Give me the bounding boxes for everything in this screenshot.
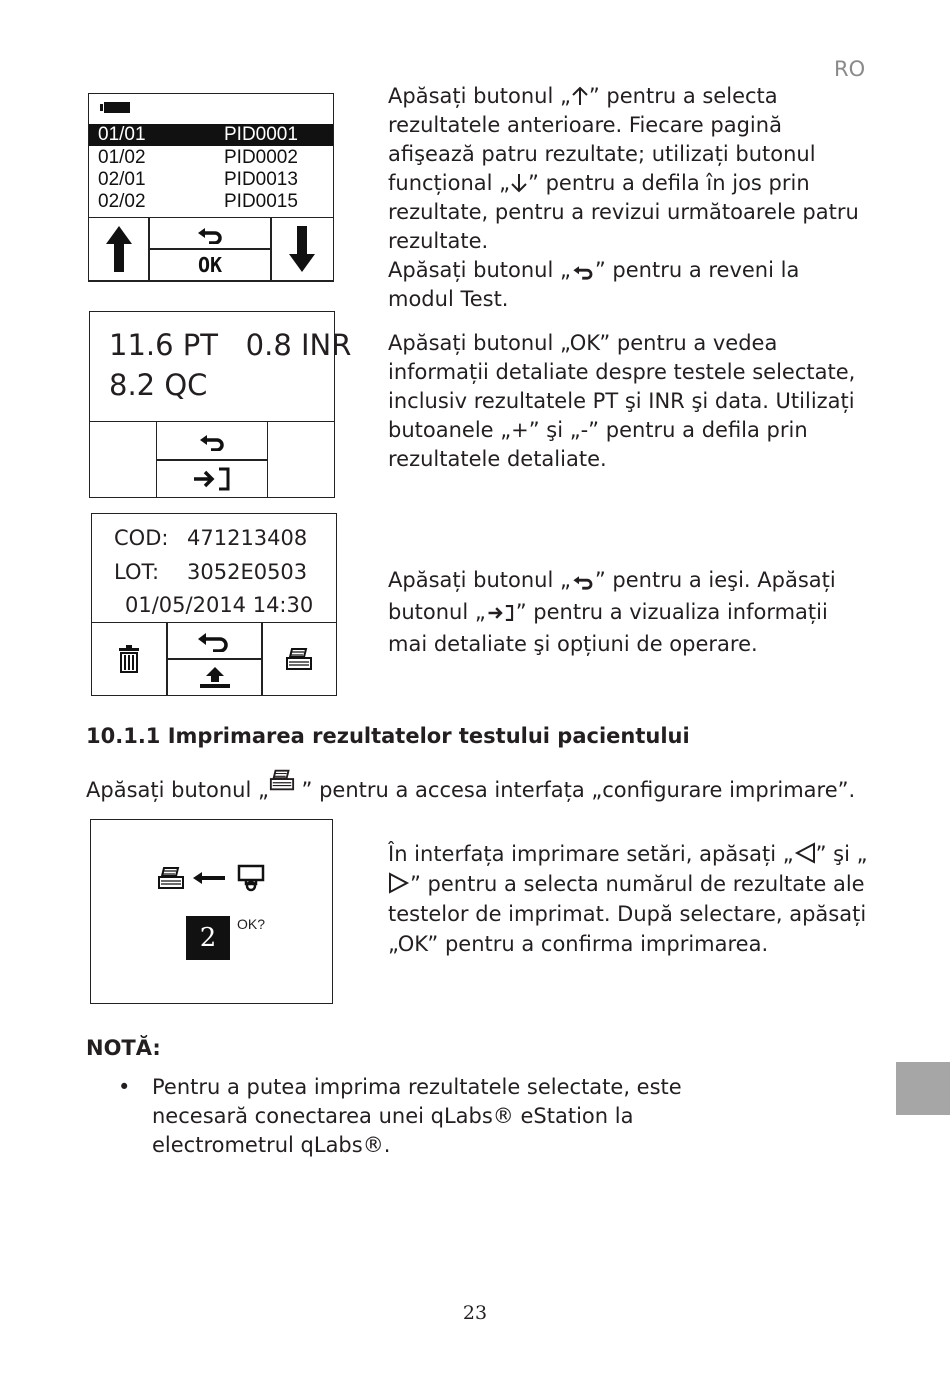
lot-value: 3052E0503	[187, 560, 308, 584]
device-screen-results-list	[88, 93, 334, 282]
text-part: ” pentru a selecta rezultatele anterioare. Fiecare pagină afişează patru rezultate; utilizați butonul funcțional „	[388, 84, 816, 195]
result-count[interactable]	[186, 916, 230, 960]
return-icon	[197, 431, 227, 451]
result-date: 02/01	[98, 169, 146, 190]
instruction-paragraph-3	[388, 564, 868, 660]
text-part: ” şi „	[815, 842, 868, 866]
return-icon	[571, 262, 595, 280]
result-date: 01/02	[98, 147, 146, 168]
battery-icon	[99, 101, 131, 114]
text-part: Apăsați butonul „	[388, 568, 571, 592]
language-code: RO	[834, 57, 866, 81]
ok-prompt: OK?	[237, 916, 266, 932]
return-icon	[571, 572, 595, 590]
instruction-paragraph-2	[388, 329, 868, 474]
text-part: În interfața imprimare setări, apăsați „	[388, 842, 794, 866]
return-icon	[195, 224, 225, 244]
qc-result: 8.2 QC	[109, 368, 208, 402]
ok-button[interactable]	[148, 248, 272, 281]
enter-icon	[192, 466, 232, 492]
lot-row	[114, 560, 308, 584]
text-part: ” pentru a ieşi. Apăsați butonul „	[388, 568, 836, 624]
result-date: 01/01	[98, 124, 146, 145]
lot-label: LOT:	[114, 560, 160, 584]
upload-button[interactable]	[166, 658, 263, 696]
count-value: 2	[199, 923, 217, 953]
device-screen-result-detail	[89, 311, 352, 498]
note-title: NOTĂ:	[86, 1036, 161, 1060]
triangle-left-icon	[794, 842, 816, 864]
delete-button[interactable]	[91, 622, 168, 696]
text-part: ” pentru a selecta numărul de rezultate ale testelor de imprimat. După selectare, apăsați „OK” pentru a confirma imprimarea.	[388, 872, 867, 956]
arrow-up-icon	[571, 86, 589, 106]
pt-inr-result: 11.6 PT 0.8 INR	[109, 328, 352, 362]
cod-value: 471213408	[187, 526, 308, 550]
enter-button[interactable]	[156, 459, 268, 498]
text-part: ” pentru a vizualiza informații mai detaliate şi opțiuni de operare.	[388, 600, 828, 656]
back-button[interactable]	[166, 622, 263, 660]
text-part: ” pentru a accesa interfața „configurare imprimare”.	[294, 778, 856, 802]
text-part: Apăsați butonul „	[388, 84, 571, 108]
side-tab-marker	[896, 1062, 950, 1115]
result-pid: PID0001	[224, 124, 298, 145]
up-button[interactable]	[88, 217, 150, 281]
cod-row	[114, 526, 308, 550]
result-pid: PID0015	[224, 191, 298, 212]
result-pid: PID0002	[224, 147, 298, 168]
test-datetime: 01/05/2014 14:30	[125, 593, 314, 617]
result-pid: PID0013	[224, 169, 298, 190]
ok-label: OK	[197, 252, 223, 277]
list-item[interactable]	[89, 191, 333, 213]
section-intro	[86, 769, 906, 805]
meter-icon	[237, 864, 265, 892]
text-part: Apăsați butonul „OK” pentru a vedea informații detaliate despre testele selectate, inclusiv rezultatele PT şi INR şi data. Utilizați butoanele „+” şi „-” pentru a defila prin rezultatele detaliate.	[388, 331, 856, 471]
printer-icon	[157, 867, 185, 889]
section-heading: 10.1.1 Imprimarea rezultatelor testului pacientului	[86, 724, 690, 748]
arrow-left-icon	[193, 871, 225, 885]
cod-label: COD:	[114, 526, 169, 550]
instruction-paragraph-4	[388, 839, 868, 959]
down-button[interactable]	[270, 217, 334, 281]
page-number: 23	[462, 1302, 488, 1324]
list-item[interactable]	[89, 169, 333, 191]
arrow-down-icon	[287, 224, 317, 274]
back-button[interactable]	[156, 421, 268, 461]
list-item[interactable]	[89, 147, 333, 169]
device-screen-lot-info	[91, 513, 337, 696]
triangle-right-icon	[388, 872, 410, 894]
note-bullet: •	[118, 1075, 131, 1099]
printer-icon	[285, 648, 313, 670]
arrow-up-icon	[104, 224, 134, 274]
result-date: 02/02	[98, 191, 146, 212]
text-part: Apăsați butonul „	[388, 258, 571, 282]
device-screen-print-setup	[90, 819, 333, 1004]
text-part: Apăsați butonul „	[86, 778, 269, 802]
upload-icon	[198, 665, 232, 689]
return-icon	[196, 630, 234, 652]
note-text: Pentru a putea imprima rezultatele selectate, este necesară conectarea unei qLabs® eStation la electrometrul qLabs®.	[152, 1075, 682, 1157]
text-part: ” pentru a reveni la modul Test.	[388, 258, 800, 311]
trash-icon	[118, 645, 140, 673]
list-item[interactable]	[89, 124, 333, 146]
print-button[interactable]	[261, 622, 337, 696]
arrow-down-icon	[510, 173, 528, 193]
enter-icon	[486, 604, 516, 622]
back-button[interactable]	[148, 217, 272, 250]
instruction-paragraph-1	[388, 82, 868, 314]
printer-icon	[269, 769, 295, 791]
text-part: ” pentru a defila în jos prin rezultate, pentru a revizui următoarele patru rezultate.	[388, 171, 859, 253]
